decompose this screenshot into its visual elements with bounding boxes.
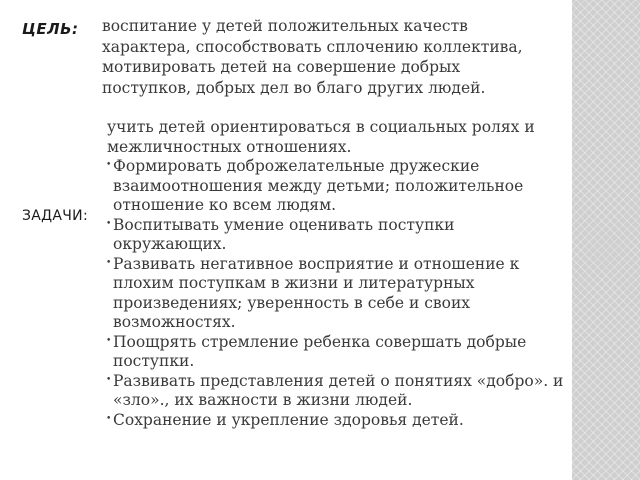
task-item: • Сохранение и укрепление здоровья детей. [106, 411, 568, 431]
task-item: • Поощрять стремление ребенка совершать добрые поступки. [106, 333, 568, 372]
tasks-list [106, 157, 568, 430]
goal-text: воспитание у детей положительных качеств характера, способствовать сплочению коллектива, мотивировать детей на совершение добрых поступков, добрых дел во благо других людей. [102, 17, 523, 97]
task-item: • Развивать негативное восприятие и отношение к плохим поступкам в жизни и литературных произведениях; уверенность в себе и своих возможностях. [106, 255, 568, 333]
task-item: • Воспитывать умение оценивать поступки окружающих. [106, 216, 568, 255]
goal-label: ЦЕЛЬ: [22, 20, 79, 38]
task-item: • Формировать доброжелательные дружеские взаимоотношения между детьми; положительное отношение ко всем людям. [106, 157, 568, 216]
task-item: • Развивать представления детей о понятиях «добро». и «зло»., их важности в жизни людей. [106, 372, 568, 411]
decorative-side-pattern [572, 0, 640, 480]
tasks-label: ЗАДАЧИ: [22, 208, 88, 224]
tasks-intro: учить детей ориентироваться в социальных ролях и межличностных отношениях. [107, 118, 535, 156]
